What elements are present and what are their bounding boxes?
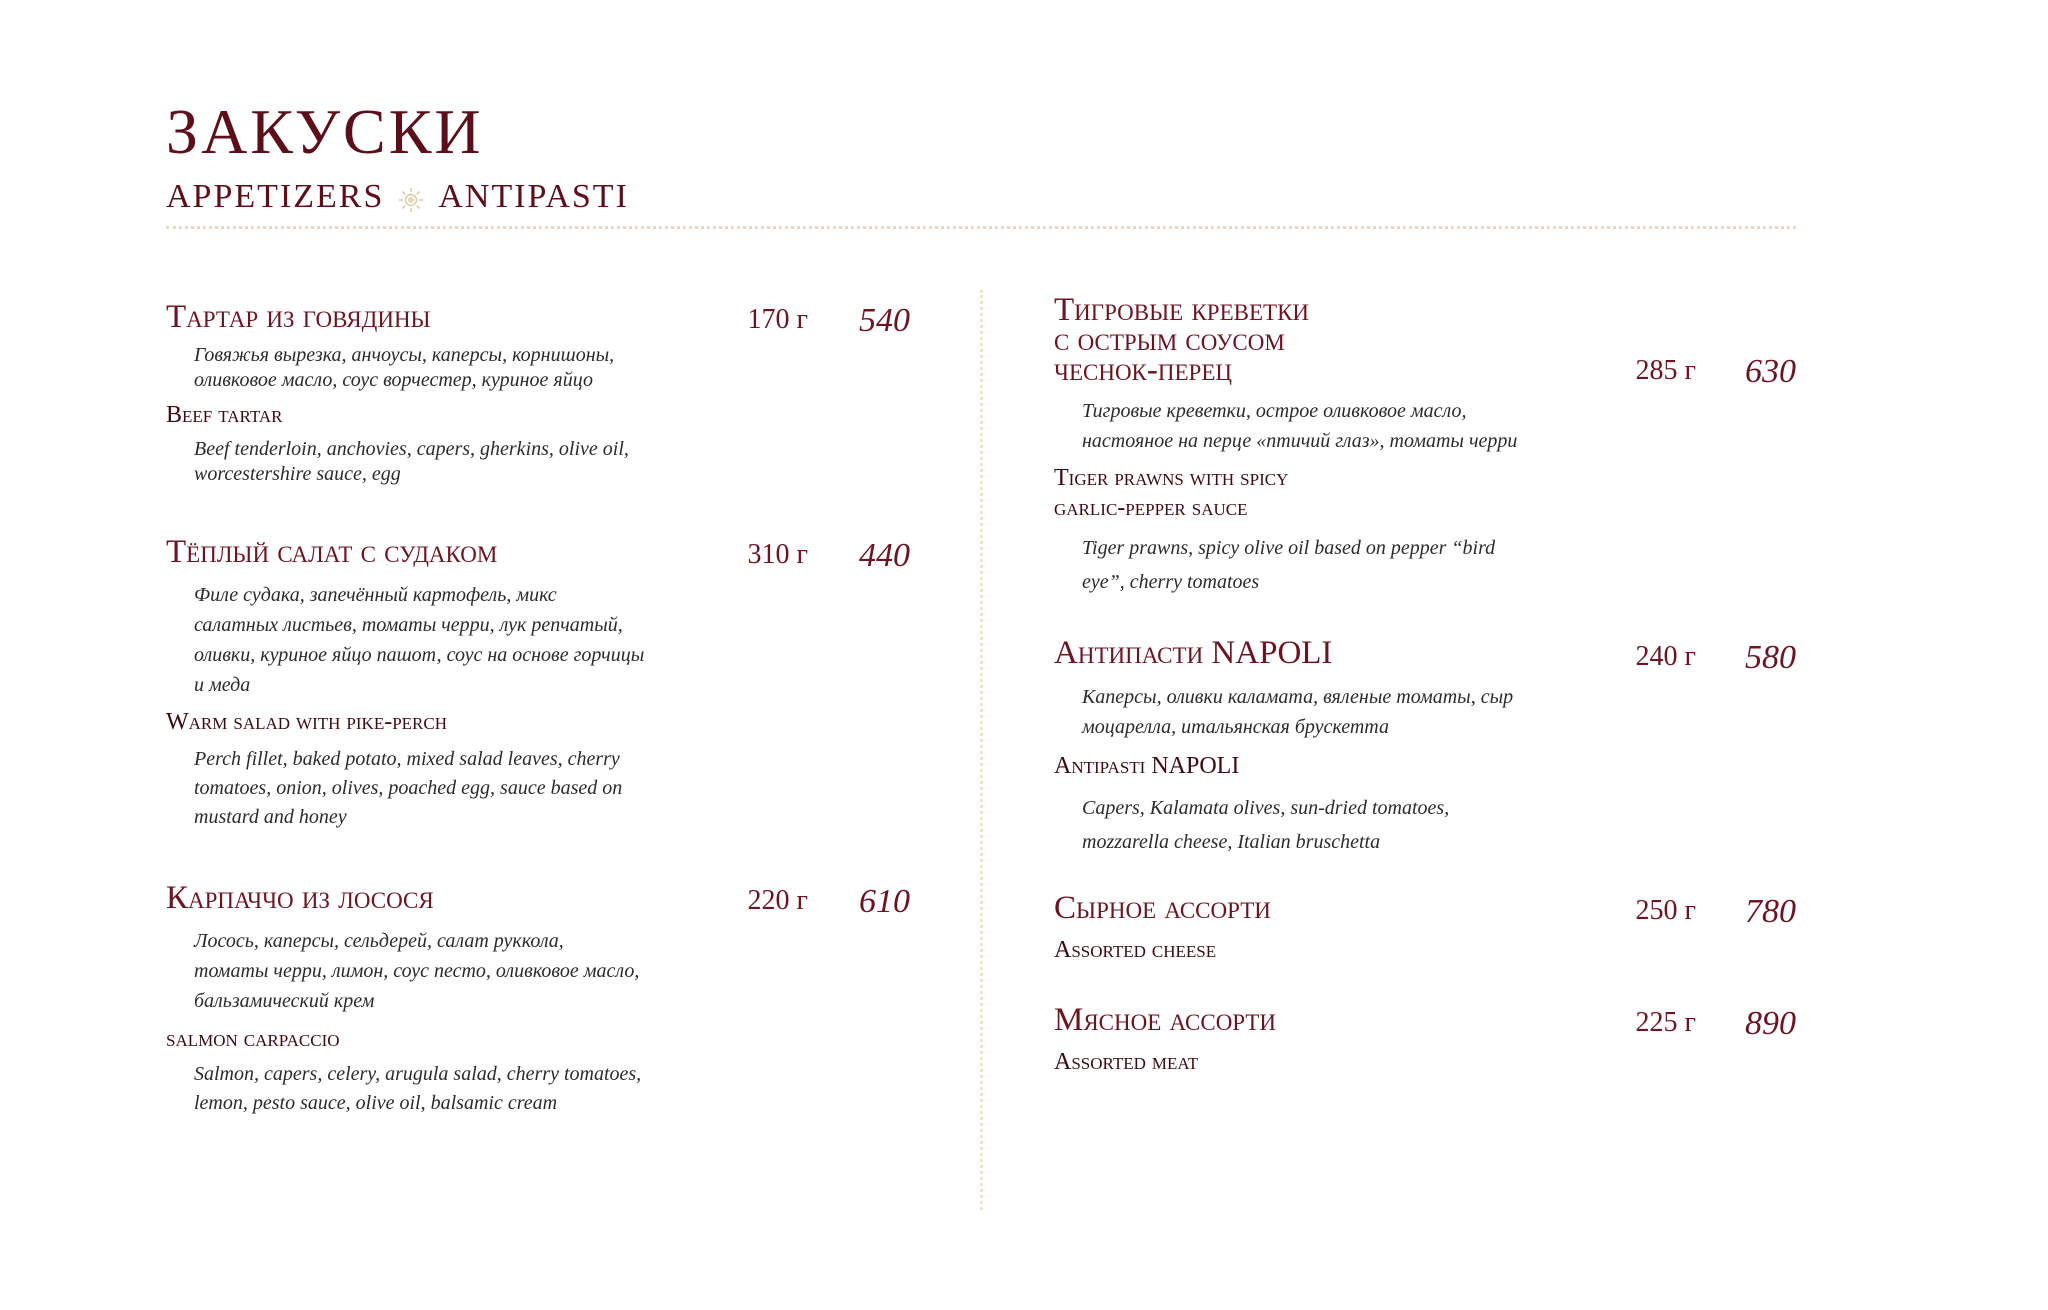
dish-description-ru: Филе судака, запечённый картофель, микс салатных листьев, томаты черри, лук репчатый, оливки, куриное яйцо пашот, соус на основе горчицы и меда: [194, 584, 645, 696]
dish-description-ru: Лосось, каперсы, сельдерей, салат руккола, томаты черри, лимон, соус песто, оливковое масло, бальзамический крем: [194, 930, 640, 1012]
menu-item-warm-salad: [166, 534, 498, 570]
menu-item-assorted-meat: [1054, 1002, 1277, 1038]
dish-name-ru: Мясное ассорти: [1054, 1002, 1277, 1038]
menu-item-tiger-prawns: [1054, 292, 1310, 388]
dish-price: 890: [1745, 1005, 1796, 1042]
dish-name-en: Assorted meat: [1054, 1049, 1199, 1075]
dish-name-ru: Антипасти NAPOLI: [1054, 635, 1333, 671]
dish-name-ru: Тигровые креветки с острым соусом чеснок-перец: [1054, 292, 1310, 388]
dish-description-en: Salmon, capers, celery, arugula salad, cherry tomatoes, lemon, pesto sauce, olive oil, balsamic cream: [194, 1063, 642, 1114]
dish-description-ru: Тигровые креветки, острое оливковое масло, настояное на перце «птичий глаз», томаты черри: [1082, 400, 1518, 452]
subtitle-appetizers: APPETIZERS: [166, 178, 385, 215]
page-subtitle: [166, 178, 629, 216]
menu-item-assorted-cheese: [1054, 890, 1271, 926]
menu-item-beef-tartar: [166, 299, 431, 335]
header-divider: [166, 226, 1796, 229]
dish-price: 580: [1745, 639, 1796, 676]
page-title: ЗАКУСКИ: [166, 96, 484, 167]
dish-name-en: salmon carpaccio: [166, 1026, 340, 1052]
dish-weight: 310 г: [747, 539, 808, 570]
dish-weight: 170 г: [747, 304, 808, 335]
dish-weight: 250 г: [1635, 895, 1696, 926]
dish-name-en: Beef tartar: [166, 402, 283, 428]
dish-weight: 240 г: [1635, 641, 1696, 672]
dish-description-en: Tiger prawns, spicy olive oil based on pepper “bird eye”, cherry tomatoes: [1082, 537, 1496, 593]
dish-price: 780: [1745, 893, 1796, 930]
dish-name-ru: Тартар из говядины: [166, 299, 431, 335]
dish-weight: 225 г: [1635, 1007, 1696, 1038]
dish-description-en: Perch fillet, baked potato, mixed salad leaves, cherry tomatoes, onion, olives, poached egg, sauce based on mustard and honey: [194, 748, 623, 828]
dish-name-en: Tiger prawns with spicy garlic-pepper sauce: [1054, 465, 1289, 521]
dish-name-en: Assorted cheese: [1054, 937, 1217, 963]
menu-item-salmon-carpaccio: [166, 880, 434, 916]
dish-price: 440: [859, 537, 910, 574]
dish-price: 540: [859, 302, 910, 339]
dish-weight: 220 г: [747, 885, 808, 916]
menu-item-antipasti-napoli: [1054, 635, 1333, 671]
dish-name-ru: Сырное ассорти: [1054, 890, 1271, 926]
dish-description-ru: Каперсы, оливки каламата, вяленые томаты, сыр моцарелла, итальянская брускетта: [1082, 686, 1514, 738]
dish-weight: 285 г: [1635, 355, 1696, 386]
dish-name-ru: Карпаччо из лосося: [166, 880, 434, 916]
sun-ornament-icon: [398, 184, 424, 210]
dish-name-ru: Тёплый салат с судаком: [166, 534, 498, 570]
dish-description-en: Capers, Kalamata olives, sun-dried tomatoes, mozzarella cheese, Italian bruschetta: [1082, 797, 1450, 853]
dish-price: 630: [1745, 353, 1796, 390]
dish-price: 610: [859, 883, 910, 920]
column-divider: [980, 290, 983, 1210]
dish-name-en: Antipasti NAPOLI: [1054, 753, 1240, 779]
dish-description-en: Beef tenderloin, anchovies, capers, gherkins, olive oil, worcestershire sauce, egg: [194, 438, 629, 485]
dish-description-ru: Говяжья вырезка, анчоусы, каперсы, корнишоны, оливковое масло, соус ворчестер, куриное яйцо: [194, 344, 615, 391]
dish-name-en: Warm salad with pike-perch: [166, 709, 447, 735]
subtitle-antipasti: ANTIPASTI: [438, 178, 629, 215]
